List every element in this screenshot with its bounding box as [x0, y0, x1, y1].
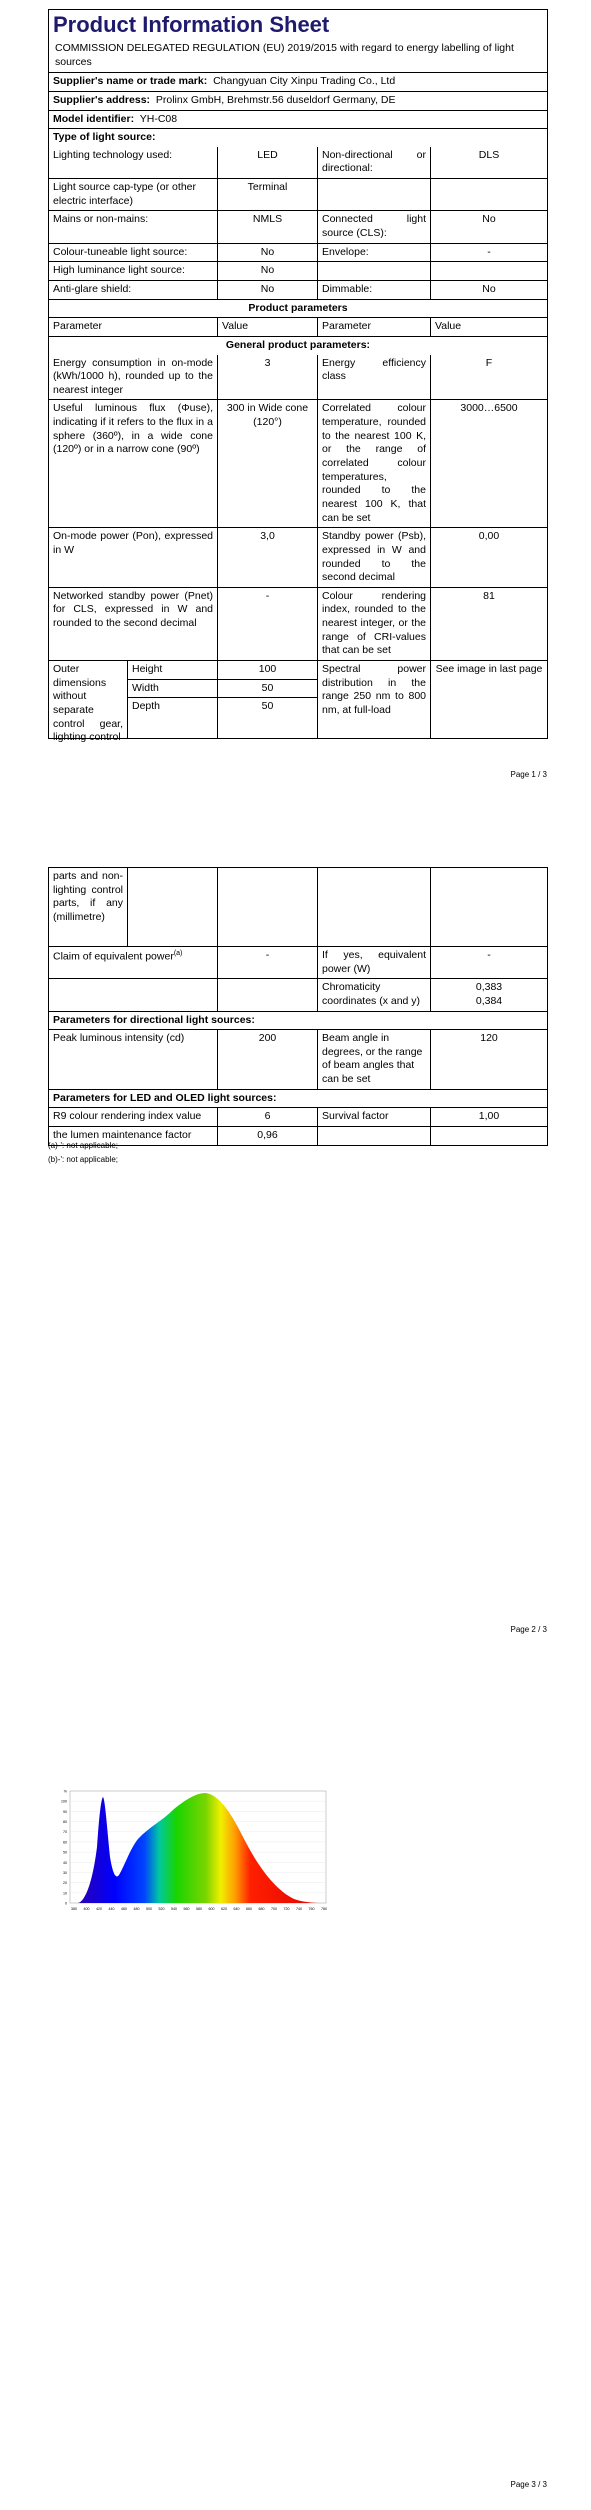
spectrum-y-tick: 70: [63, 1830, 67, 1835]
info-sheet-table: [48, 9, 548, 744]
spectrum-x-tick: 640: [233, 1907, 240, 1911]
beam-label: Beam angle in degrees, or the range of beam angles that can be set: [317, 1030, 430, 1089]
spectrum-x-tick: 600: [208, 1907, 215, 1911]
dimensions-continued-row: [49, 868, 547, 946]
dim-value-width: 50: [218, 680, 317, 699]
spectrum-x-tick: 700: [271, 1907, 277, 1911]
type-row: [49, 261, 547, 280]
type-param-value-2: DLS: [430, 147, 547, 178]
equiv-sup: (a): [173, 950, 183, 957]
spectrum-y-tick: 60: [63, 1840, 67, 1845]
type-param-label-2: [317, 262, 430, 280]
dimensions-row: [49, 660, 547, 744]
general-rows: [49, 355, 547, 660]
equiv-w-label: If yes, equivalent power (W): [317, 947, 430, 978]
type-header: Type of light source:: [53, 131, 156, 144]
equiv-label-cell: [49, 947, 217, 978]
chroma-x: 0,383: [475, 981, 503, 994]
led-header-row: [49, 1089, 547, 1108]
general-param-label: Useful luminous flux (Φuse), indicating if it refers to the flux in a sphere (360º), in a wide cone (120º) or in a narrow cone (90º): [53, 402, 213, 456]
page-number-3: Page 3 / 3: [510, 2480, 547, 2489]
spectrum-x-tick: 580: [196, 1907, 202, 1911]
title-row: [49, 10, 547, 40]
type-param-value: No: [217, 244, 317, 262]
spectrum-y-tick: 50: [63, 1850, 67, 1855]
r9-row: [49, 1107, 547, 1126]
info-sheet-table-continued: [48, 867, 548, 1146]
type-param-label-2: [317, 179, 430, 210]
r9-label: R9 colour rendering index value: [53, 1110, 202, 1123]
spd-value-continued: [430, 868, 547, 946]
equiv-value: -: [217, 947, 317, 978]
type-param-label: Colour-tuneable light source:: [53, 245, 188, 258]
type-param-value: NMLS: [217, 211, 317, 242]
type-param-label: Light source cap-type (or other electric interface): [53, 181, 196, 207]
spectrum-y-tick: %: [63, 1789, 67, 1794]
spectrum-x-tick: 540: [171, 1907, 177, 1911]
spd-label-continued: [317, 868, 430, 946]
lumen-maintenance-row: [49, 1126, 547, 1145]
dim-value-depth: 50: [261, 700, 274, 713]
dimensions-values: [217, 661, 317, 738]
supplier-address: Prolinx GmbH, Brehmstr.56 duseldorf Germany, DE: [155, 93, 396, 106]
type-param-label: Mains or non-mains:: [53, 213, 149, 226]
chroma-empty-2: [217, 979, 317, 1010]
beam-value: 120: [430, 1030, 547, 1089]
column-header-row: [49, 317, 547, 336]
spectrum-x-tick: 500: [146, 1907, 152, 1911]
general-param-value: 3,0: [217, 528, 317, 587]
col-parameter-2: Parameter: [317, 318, 430, 336]
col-value-2: Value: [430, 318, 547, 336]
spectrum-x-tick: 480: [133, 1907, 140, 1911]
page-title: Product Information Sheet: [53, 12, 330, 37]
regulation-row: [49, 40, 547, 72]
type-param-value-2: No: [430, 281, 547, 299]
spectrum-x-tick: 620: [221, 1907, 227, 1911]
page-2: [0, 855, 591, 1660]
dimensions-label-continued: parts and non-lighting control parts, if any (millimetre): [53, 870, 123, 923]
supplier-name: Changyuan City Xinpu Trading Co., Ltd: [213, 75, 396, 88]
regulation-text: COMMISSION DELEGATED REGULATION (EU) 2019/2015 with regard to energy labelling of light sources: [55, 42, 514, 68]
led-header: Parameters for LED and OLED light sources:: [53, 1091, 277, 1104]
spectrum-y-tick: 80: [63, 1820, 67, 1825]
dimensions-names-continued: [127, 868, 217, 946]
general-param-label-2: Standby power (Psb), expressed in W and rounded to the second decimal: [317, 528, 430, 587]
product-params-row: [49, 299, 547, 318]
type-rows: [49, 147, 547, 299]
type-param-label-2: Dimmable:: [317, 281, 430, 299]
chroma-label: Chromaticity coordinates (x and y): [317, 979, 430, 1010]
type-row: [49, 147, 547, 178]
supplier-address-row: [49, 91, 547, 110]
type-row: [49, 243, 547, 262]
equiv-w-value: -: [430, 947, 547, 978]
spectrum-x-tick: 420: [96, 1907, 102, 1911]
spectrum-y-tick: 40: [63, 1860, 67, 1865]
supplier-address-cell: [49, 92, 547, 110]
survival-value: 1,00: [430, 1108, 547, 1126]
r9-value: 6: [217, 1108, 317, 1126]
chroma-empty-1: [49, 979, 217, 1010]
footnote-a: (a)-': not applicable;: [48, 1141, 119, 1150]
general-row: [49, 355, 547, 400]
spectrum-x-tick: 440: [108, 1907, 115, 1911]
spectrum-x-tick: 780: [321, 1907, 327, 1911]
general-param-value-2: 81: [430, 588, 547, 660]
general-row: [49, 527, 547, 587]
spectrum-x-axis: [71, 1907, 327, 1911]
type-param-label: Anti-glare shield:: [53, 282, 132, 295]
type-row: [49, 178, 547, 210]
type-param-label-2: Envelope:: [317, 244, 430, 262]
spectrum-x-tick: 740: [296, 1907, 302, 1911]
general-param-value: 300 in Wide cone (120°): [217, 400, 317, 527]
directional-header-row: [49, 1011, 547, 1030]
survival-label: Survival factor: [317, 1108, 430, 1126]
model-label: Model identifier:: [53, 112, 135, 125]
supplier-name-row: [49, 72, 547, 91]
spectrum-y-tick: 10: [63, 1891, 67, 1896]
spectrum-x-tick: 460: [121, 1907, 127, 1911]
footnote-b: (b)-': not applicable;: [48, 1155, 119, 1164]
spectrum-y-tick: 90: [63, 1809, 67, 1814]
general-row: [49, 399, 547, 527]
dimensions-names: [127, 661, 217, 738]
equiv-label: Claim of equivalent power: [53, 950, 174, 963]
type-header-row: [49, 128, 547, 147]
spd-value: See image in last page: [430, 661, 547, 738]
general-param-label: Energy consumption in on-mode (kWh/1000 h), rounded up to the nearest integer: [53, 356, 213, 396]
lumen-empty-1: [317, 1127, 430, 1145]
spectrum-y-tick: 100: [61, 1799, 67, 1804]
type-param-label: High luminance light source:: [53, 264, 185, 277]
general-param-value: -: [217, 588, 317, 660]
type-param-label: Lighting technology used:: [53, 148, 173, 161]
spd-label: Spectral power distribution in the range 250 nm to 800 nm, at full-load: [317, 661, 430, 738]
general-header-row: [49, 336, 547, 355]
type-param-label-2: Non-directional or directional:: [317, 147, 430, 178]
spectral-power-distribution-image: [54, 1787, 329, 1917]
type-row: [49, 280, 547, 299]
chroma-y: 0,384: [475, 994, 503, 1007]
product-params-header: Product parameters: [248, 301, 348, 314]
general-param-label-2: Correlated colour temperature, rounded to the nearest 100 K, or the range of correlated colour temperatures, rounded to the nearest 100 K, that can be set: [317, 400, 430, 527]
col-value-1: Value: [217, 318, 317, 336]
dim-value-height: 100: [218, 661, 317, 680]
page-1: [0, 0, 591, 790]
general-param-value-2: 3000…6500: [430, 400, 547, 527]
lumen-empty-2: [430, 1127, 547, 1145]
chroma-values: [430, 979, 547, 1010]
lumen-value: 0,96: [217, 1127, 317, 1145]
spectrum-x-tick: 720: [283, 1907, 290, 1911]
spectrum-x-tick: 760: [308, 1907, 315, 1911]
general-param-value: 3: [217, 355, 317, 400]
peak-label: Peak luminous intensity (cd): [53, 1032, 185, 1045]
supplier-name-cell: [49, 73, 547, 91]
spectrum-x-tick: 380: [71, 1907, 77, 1911]
model-row: [49, 110, 547, 129]
general-param-value-2: F: [430, 355, 547, 400]
general-param-label: On-mode power (Pon), expressed in W: [53, 530, 213, 556]
type-row: [49, 210, 547, 242]
spectrum-x-tick: 680: [258, 1907, 265, 1911]
type-param-value-2: [430, 179, 547, 210]
general-param-value-2: 0,00: [430, 528, 547, 587]
type-param-value: Terminal: [217, 179, 317, 210]
spectrum-x-tick: 400: [83, 1907, 90, 1911]
type-param-value: LED: [217, 147, 317, 178]
dim-name-width: Width: [128, 680, 217, 699]
general-param-label-2: Colour rendering index, rounded to the nearest integer, or the range of CRI-values that can be set: [317, 588, 430, 660]
model-identifier: YH-C08: [139, 112, 178, 125]
spectrum-x-tick: 560: [183, 1907, 190, 1911]
page-number-1: Page 1 / 3: [510, 770, 547, 779]
equivalent-power-row: [49, 946, 547, 978]
dim-name-depth: Depth: [132, 700, 161, 713]
peak-intensity-row: [49, 1029, 547, 1089]
peak-value: 200: [217, 1030, 317, 1089]
directional-header: Parameters for directional light sources:: [53, 1013, 255, 1026]
lumen-label: the lumen maintenance factor: [53, 1129, 192, 1142]
type-param-value-2: -: [430, 244, 547, 262]
spectrum-y-tick: 30: [63, 1870, 67, 1875]
chromaticity-row: [49, 978, 547, 1010]
dimensions-label: Outer dimensions without separate control gear, lighting control: [53, 662, 123, 744]
spectrum-y-tick: 0: [65, 1901, 67, 1906]
dimensions-values-continued: [217, 868, 317, 946]
supplier-address-label: Supplier's address:: [53, 93, 151, 106]
type-param-value-2: [430, 262, 547, 280]
spectrum-x-tick: 660: [246, 1907, 252, 1911]
general-param-label-2: Energy efficiency class: [317, 355, 430, 400]
page-number-2: Page 2 / 3: [510, 1625, 547, 1634]
general-header: General product parameters:: [225, 338, 371, 351]
dim-name-height: Height: [128, 661, 217, 680]
supplier-name-label: Supplier's name or trade mark:: [53, 75, 208, 88]
spectrum-x-tick: 520: [158, 1907, 165, 1911]
type-param-label-2: Connected light source (CLS):: [317, 211, 430, 242]
general-param-label: Networked standby power (Pnet) for CLS, expressed in W and rounded to the second decimal: [53, 589, 213, 630]
general-row: [49, 587, 547, 660]
type-param-value: No: [217, 281, 317, 299]
col-parameter-1: Parameter: [53, 320, 103, 333]
type-param-value: No: [217, 262, 317, 280]
model-cell: [49, 111, 547, 129]
spectrum-y-tick: 20: [63, 1881, 67, 1886]
type-param-value-2: No: [430, 211, 547, 242]
